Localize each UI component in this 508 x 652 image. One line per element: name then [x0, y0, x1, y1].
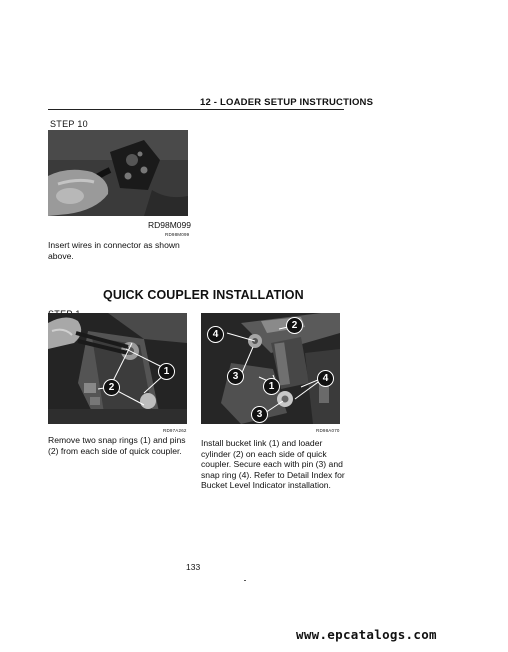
step10-label: STEP 10 — [50, 119, 88, 129]
header-rule — [48, 109, 344, 110]
step2-callout-2: 2 — [286, 317, 303, 334]
watermark-link[interactable]: www.epcatalogs.com — [296, 627, 437, 642]
step10-figure-ref: RD98M099 — [148, 220, 191, 230]
step10-caption: Insert wires in connector as shown above. — [48, 240, 180, 261]
step2-photo — [201, 313, 340, 424]
stray-mark — [244, 580, 246, 581]
section-header-title: 12 - LOADER SETUP INSTRUCTIONS — [200, 97, 374, 108]
step10-figure-ref-small: RD98M099 — [165, 232, 190, 237]
step1-photo — [48, 313, 187, 424]
page-number: 133 — [186, 562, 201, 572]
step2-figure-ref-small: RD98A070 — [316, 428, 340, 433]
section-title: QUICK COUPLER INSTALLATION — [103, 288, 304, 302]
step2-callout-3-upper: 3 — [227, 368, 244, 385]
step1-figure-ref-small: RD97A262 — [163, 428, 187, 433]
step1-callout-1: 1 — [158, 363, 175, 380]
step2-callout-4-top: 4 — [207, 326, 224, 343]
step2-callout-1: 1 — [263, 378, 280, 395]
step1-callout-2: 2 — [103, 379, 120, 396]
step2-callout-3-lower: 3 — [251, 406, 268, 423]
step2-caption: Install bucket link (1) and loader cylinder (2) on each side of quick coupler. Secure each with pin (3) and snap ring (4). Refer to Detail Index for Bucket Level Indicator installation. — [201, 438, 345, 490]
step1-caption: Remove two snap rings (1) and pins (2) from each side of quick coupler. — [48, 435, 186, 456]
step2-callout-4-right: 4 — [317, 370, 334, 387]
step10-photo — [48, 130, 188, 216]
